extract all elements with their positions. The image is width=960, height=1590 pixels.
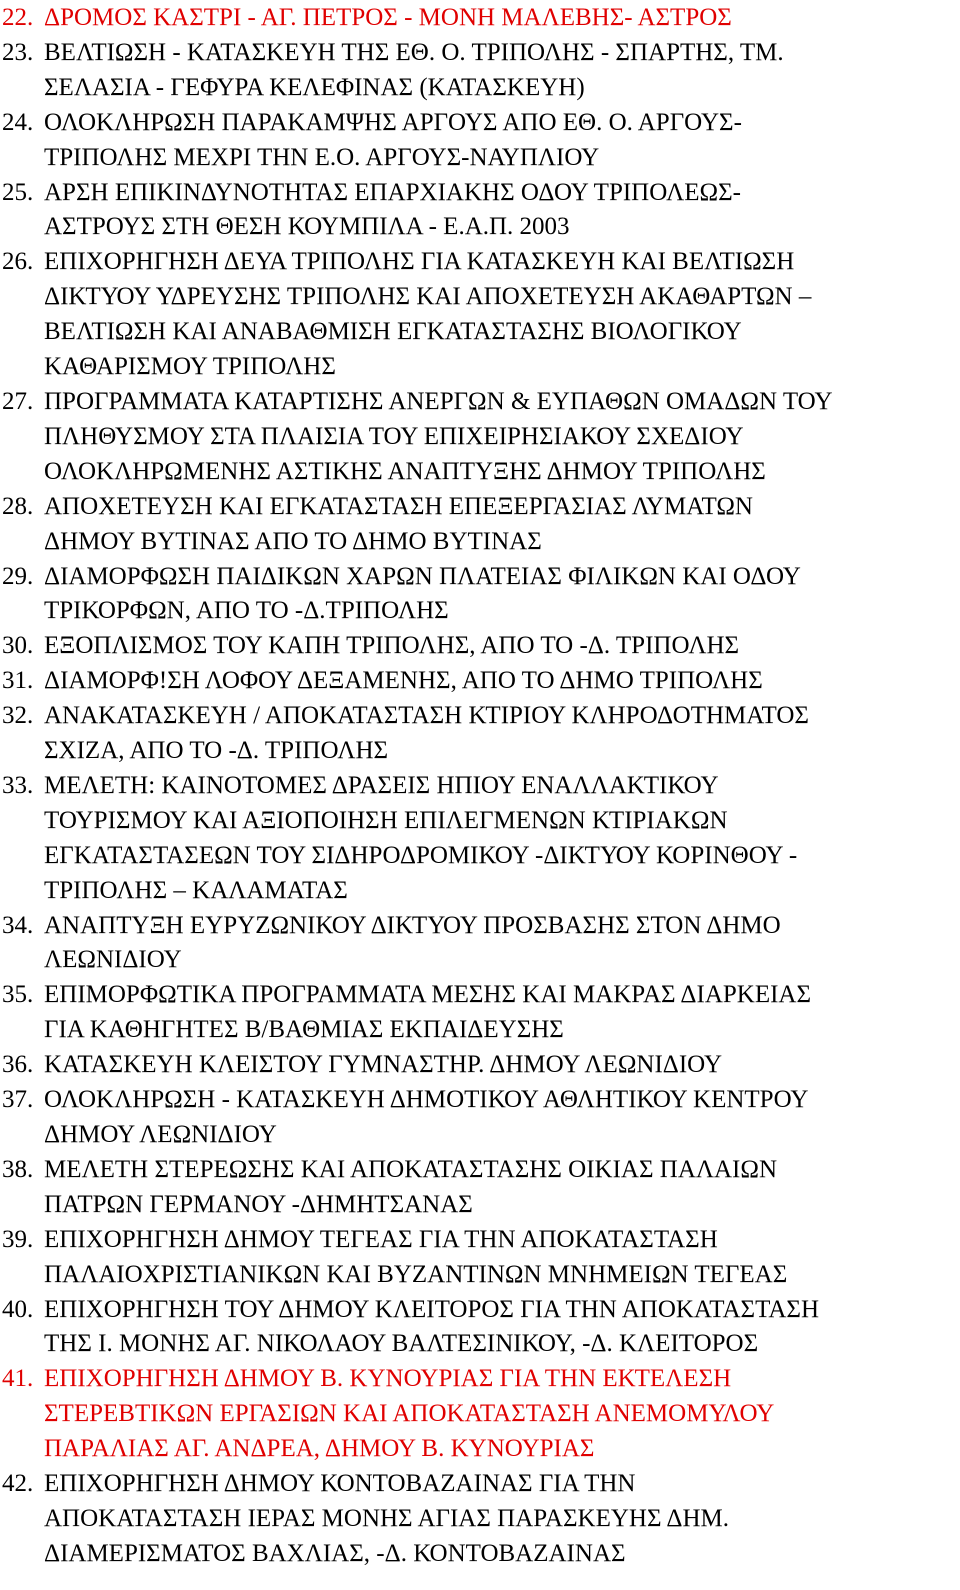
item-text-line: ΚΑΘΑΡΙΣΜΟΥ ΤΡΙΠΟΛΗΣ [44,353,336,381]
item-number: 25. [2,178,34,206]
item-text-line: ΤΡΙΠΟΛΗΣ – ΚΑΛΑΜΑΤΑΣ [44,876,348,904]
item-number: 26. [2,248,34,276]
item-text-line: ΕΓΚΑΤΑΣΤΑΣΕΩΝ ΤΟΥ ΣΙΔΗΡΟΔΡΟΜΙΚΟΥ -ΔΙΚΤΥΟΥ ΚΟΡΙΝΘΟΥ - [44,841,798,869]
item-number: 24. [2,108,34,136]
item-text-line: ΑΝΑΠΤΥΞΗ ΕΥΡΥΖΩΝΙΚΟΥ ΔΙΚΤΥΟΥ ΠΡΟΣΒΑΣΗΣ ΣΤΟΝ ΔΗΜΟ [44,911,781,939]
list-item [2,385,960,490]
item-text-line: ΠΑΛΑΙΟΧΡΙΣΤΙΑΝΙΚΩΝ ΚΑΙ ΒΥΖΑΝΤΙΝΩΝ ΜΝΗΜΕΙΩΝ ΤΕΓΕΑΣ [44,1260,788,1288]
item-number: 22. [2,4,34,31]
item-text-line: ΕΠΙΧΟΡΗΓΗΣΗ ΔΕΥΑ ΤΡΙΠΟΛΗΣ ΓΙΑ ΚΑΤΑΣΚΕΥΗ ΚΑΙ ΒΕΛΤΙΩΣΗ [44,248,795,276]
item-text-line: ΒΕΛΤΙΩΣΗ ΚΑΙ ΑΝΑΒΑΘΜΙΣΗ ΕΓΚΑΤΑΣΤΑΣΗΣ ΒΙΟΛΟΓΙΚΟΥ [44,318,742,346]
item-text [44,699,809,769]
list-item [2,245,960,385]
item-number: 28. [2,492,34,520]
item-text [44,1362,774,1467]
item-text-line: ΑΠΟΚΑΤΑΣΤΑΣΗ ΙΕΡΑΣ ΜΟΝΗΣ ΑΓΙΑΣ ΠΑΡΑΣΚΕΥΗΣ ΔΗΜ. [44,1504,729,1532]
item-text-line: ΑΣΤΡΟΥΣ ΣΤΗ ΘΕΣΗ ΚΟΥΜΠΙΛΑ - Ε.Α.Π. 2003 [44,213,570,241]
item-number: 32. [2,702,34,730]
list-item [2,1362,960,1467]
list-item [2,1467,960,1572]
item-text-line: ΕΠΙΜΟΡΦΩΤΙΚΑ ΠΡΟΓΡΑΜΜΑΤΑ ΜΕΣΗΣ ΚΑΙ ΜΑΚΡΑΣ ΔΙΑΡΚΕΙΑΣ [44,981,812,1009]
item-text-line: ΣΤΕΡΕΒΤΙΚΩΝ ΕΡΓΑΣΙΩΝ ΚΑΙ ΑΠΟΚΑΤΑΣΤΑΣΗ ΑΝΕΜΟΜΥΛΟΥ [44,1400,775,1428]
item-text [44,385,833,490]
list-item [2,978,960,1048]
item-text [44,490,753,560]
item-number: 37. [2,1086,34,1114]
list-item [2,909,960,979]
item-number: 35. [2,981,34,1009]
item-text-line: ΕΞΟΠΛΙΣΜΟΣ ΤΟΥ ΚΑΠΗ ΤΡΙΠΟΛΗΣ, ΑΠΟ ΤΟ -Δ. ΤΡΙΠΟΛΗΣ [44,632,740,660]
list-item [2,36,960,106]
list-item [2,699,960,769]
list-item [2,1,960,36]
list-item [2,629,960,664]
item-text-line: ΔΙΑΜΟΡΦΩΣΗ ΠΑΙΔΙΚΩΝ ΧΑΡΩΝ ΠΛΑΤΕΙΑΣ ΦΙΛΙΚΩΝ ΚΑΙ ΟΔΟΥ [44,562,801,590]
item-number: 33. [2,771,34,799]
item-text [44,978,811,1048]
item-text-line: ΠΡΟΓΡΑΜΜΑΤΑ ΚΑΤΑΡΤΙΣΗΣ ΑΝΕΡΓΩΝ & ΕΥΠΑΘΩΝ ΟΜΑΔΩΝ ΤΟΥ [44,387,833,415]
item-text [44,106,742,176]
item-text-line: ΒΕΛΤΙΩΣΗ - ΚΑΤΑΣΚΕΥΗ ΤΗΣ ΕΘ. Ο. ΤΡΙΠΟΛΗΣ - ΣΠΑΡΤΗΣ, ΤΜ. [44,38,784,66]
item-text-line: ΣΕΛΑΣΙΑ - ΓΕΦΥΡΑ ΚΕΛΕΦΙΝΑΣ (ΚΑΤΑΣΚΕΥΗ) [44,73,585,101]
item-text-line: ΜΕΛΕΤΗ ΣΤΕΡΕΩΣΗΣ ΚΑΙ ΑΠΟΚΑΤΑΣΤΑΣΗΣ ΟΙΚΙΑΣ ΠΑΛΑΙΩΝ [44,1155,778,1183]
list-item [2,769,960,909]
item-number: 29. [2,562,34,590]
item-number: 41. [2,1365,34,1393]
item-text-line: ΕΠΙΧΟΡΗΓΗΣΗ ΤΟΥ ΔΗΜΟΥ ΚΛΕΙΤΟΡΟΣ ΓΙΑ ΤΗΝ ΑΠΟΚΑΤΑΣΤΑΣΗ [44,1295,820,1323]
item-number: 34. [2,911,34,939]
item-text-line: ΠΑΡΑΛΙΑΣ ΑΓ. ΑΝΔΡΕΑ, ΔΗΜΟΥ Β. ΚΥΝΟΥΡΙΑΣ [44,1435,595,1463]
item-text [44,629,739,664]
item-text-line: ΔΙΑΜΕΡΙΣΜΑΤΟΣ ΒΑΧΛΙΑΣ, -Δ. ΚΟΝΤΟΒΑΖΑΙΝΑΣ [44,1539,626,1567]
item-text-line: ΑΝΑΚΑΤΑΣΚΕΥΗ / ΑΠΟΚΑΤΑΣΤΑΣΗ ΚΤΙΡΙΟΥ ΚΛΗΡΟΔΟΤΗΜΑΤΟΣ [44,702,809,730]
item-text [44,1,732,36]
item-text-line: ΤΡΙΚΟΡΦΩΝ, ΑΠΟ ΤΟ -Δ.ΤΡΙΠΟΛΗΣ [44,597,449,625]
item-number: 42. [2,1470,34,1498]
item-number: 31. [2,667,34,695]
item-text [44,560,801,630]
item-text-line: ΟΛΟΚΛΗΡΩΣΗ ΠΑΡΑΚΑΜΨΗΣ ΑΡΓΟΥΣ ΑΠΟ ΕΘ. Ο. ΑΡΓΟΥΣ- [44,108,742,136]
list-item [2,176,960,246]
item-text [44,1153,777,1223]
item-text-line: ΔΙΚΤΥΟΥ ΥΔΡΕΥΣΗΣ ΤΡΙΠΟΛΗΣ ΚΑΙ ΑΠΟΧΕΤΕΥΣΗ ΑΚΑΘΑΡΤΩΝ – [44,283,812,311]
item-text-line: ΜΕΛΕΤΗ: ΚΑΙΝΟΤΟΜΕΣ ΔΡΑΣΕΙΣ ΗΠΙΟΥ ΕΝΑΛΛΑΚΤΙΚΟΥ [44,771,719,799]
item-text-line: ΤΗΣ Ι. ΜΟΝΗΣ ΑΓ. ΝΙΚΟΛΑΟΥ ΒΑΛΤΕΣΙΝΙΚΟΥ, -Δ. ΚΛΕΙΤΟΡΟΣ [44,1330,759,1358]
item-text-line: ΔΗΜΟΥ ΒΥΤΙΝΑΣ ΑΠΟ ΤΟ ΔΗΜΟ ΒΥΤΙΝΑΣ [44,527,542,555]
item-text [44,1293,819,1363]
item-text-line: ΕΠΙΧΟΡΗΓΗΣΗ ΔΗΜΟΥ ΤΕΓΕΑΣ ΓΙΑ ΤΗΝ ΑΠΟΚΑΤΑΣΤΑΣΗ [44,1225,718,1253]
item-text-line: ΚΑΤΑΣΚΕΥΗ ΚΛΕΙΣΤΟΥ ΓΥΜΝΑΣΤΗΡ. ΔΗΜΟΥ ΛΕΩΝΙΔΙΟΥ [44,1051,723,1079]
item-number: 27. [2,387,34,415]
list-item [2,1048,960,1083]
item-text-line: ΠΑΤΡΩΝ ΓΕΡΜΑΝΟΥ -ΔΗΜΗΤΣΑΝΑΣ [44,1190,473,1218]
list-item [2,1293,960,1363]
list-item [2,560,960,630]
item-text-line: ΔΙΑΜΟΡΦ!ΣΗ ΛΟΦΟΥ ΔΕΞΑΜΕΝΗΣ, ΑΠΟ ΤΟ ΔΗΜΟ ΤΡΙΠΟΛΗΣ [44,667,763,695]
list-item [2,106,960,176]
list-item [2,1083,960,1153]
item-text [44,1467,729,1572]
item-number: 38. [2,1155,34,1183]
item-text [44,245,811,385]
item-text-line: ΔΗΜΟΥ ΛΕΩΝΙΔΙΟΥ [44,1121,277,1148]
item-number: 40. [2,1295,34,1323]
item-text-line: ΑΠΟΧΕΤΕΥΣΗ ΚΑΙ ΕΓΚΑΤΑΣΤΑΣΗ ΕΠΕΞΕΡΓΑΣΙΑΣ ΛΥΜΑΤΩΝ [44,492,753,520]
item-number: 23. [2,38,34,66]
item-text [44,176,741,246]
item-text [44,909,781,979]
list-item [2,1223,960,1293]
item-text-line: ΛΕΩΝΙΔΙΟΥ [44,946,182,974]
list-item [2,1153,960,1223]
item-text [44,769,797,909]
item-number: 30. [2,632,34,660]
item-text-line: ΓΙΑ ΚΑΘΗΓΗΤΕΣ Β/ΒΑΘΜΙΑΣ ΕΚΠΑΙΔΕΥΣΗΣ [44,1016,564,1044]
item-number: 39. [2,1225,34,1253]
item-text-line: ΤΟΥΡΙΣΜΟΥ ΚΑΙ ΑΞΙΟΠΟΙΗΣΗ ΕΠΙΛΕΓΜΕΝΩΝ ΚΤΙΡΙΑΚΩΝ [44,806,728,834]
item-text-line: ΕΠΙΧΟΡΗΓΗΣΗ ΔΗΜΟΥ Β. ΚΥΝΟΥΡΙΑΣ ΓΙΑ ΤΗΝ ΕΚΤΕΛΕΣΗ [44,1365,732,1393]
item-text-line: ΣΧΙΖΑ, ΑΠΟ ΤΟ -Δ. ΤΡΙΠΟΛΗΣ [44,737,389,765]
item-text-line: ΔΡΟΜΟΣ ΚΑΣΤΡΙ - ΑΓ. ΠΕΤΡΟΣ - ΜΟΝΗ ΜΑΛΕΒΗΣ- ΑΣΤΡΟΣ [44,4,732,31]
item-text [44,1083,808,1153]
item-text-line: ΠΛΗΘΥΣΜΟΥ ΣΤΑ ΠΛΑΙΣΙΑ ΤΟΥ ΕΠΙΧΕΙΡΗΣΙΑΚΟΥ ΣΧΕΔΙΟΥ [44,422,744,450]
list-item [2,664,960,699]
item-text-line: ΟΛΟΚΛΗΡΩΣΗ - ΚΑΤΑΣΚΕΥΗ ΔΗΜΟΤΙΚΟΥ ΑΘΛΗΤΙΚΟΥ ΚΕΝΤΡΟΥ [44,1086,809,1114]
item-text-line: ΑΡΣΗ ΕΠΙΚΙΝΔΥΝΟΤΗΤΑΣ ΕΠΑΡΧΙΑΚΗΣ ΟΔΟΥ ΤΡΙΠΟΛΕΩΣ- [44,178,741,206]
item-text [44,1048,722,1083]
item-text [44,36,784,106]
item-text-line: ΕΠΙΧΟΡΗΓΗΣΗ ΔΗΜΟΥ ΚΟΝΤΟΒΑΖΑΙΝΑΣ ΓΙΑ ΤΗΝ [44,1470,636,1498]
item-text [44,664,763,699]
item-number: 36. [2,1051,34,1079]
item-text-line: ΟΛΟΚΛΗΡΩΜΕΝΗΣ ΑΣΤΙΚΗΣ ΑΝΑΠΤΥΞΗΣ ΔΗΜΟΥ ΤΡΙΠΟΛΗΣ [44,457,766,485]
item-text [44,1223,787,1293]
item-text-line: ΤΡΙΠΟΛΗΣ ΜΕΧΡΙ ΤΗΝ Ε.Ο. ΑΡΓΟΥΣ-ΝΑΥΠΛΙΟΥ [44,143,600,171]
list-item [2,490,960,560]
